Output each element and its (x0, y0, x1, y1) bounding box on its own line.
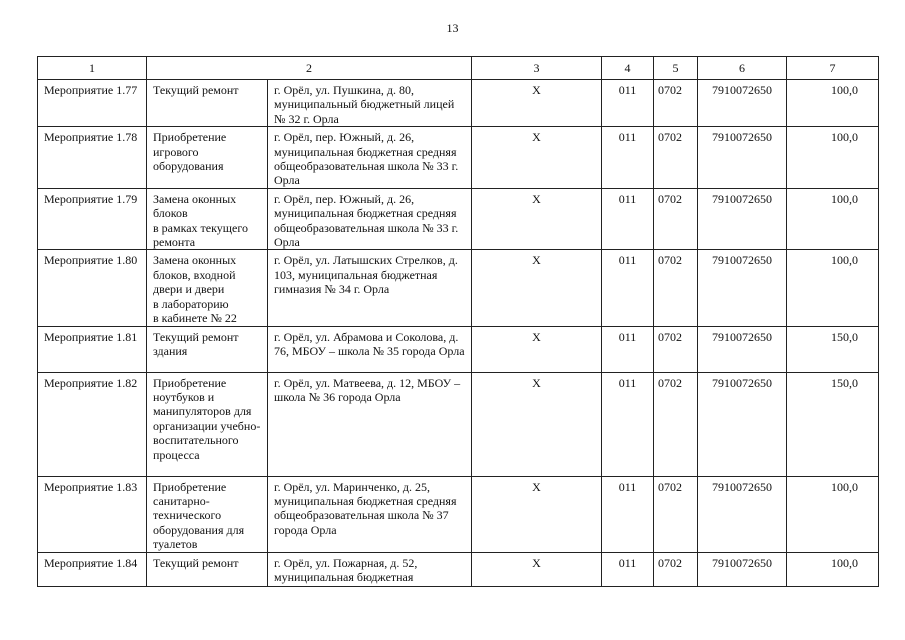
event-cell: Мероприятие 1.77 (38, 80, 147, 127)
code-6-cell: 7910072650 (698, 250, 787, 326)
mark-cell: Х (472, 250, 602, 326)
code-6-cell: 7910072650 (698, 188, 787, 250)
code-6-cell: 7910072650 (698, 476, 787, 552)
code-4-cell: 011 (602, 188, 654, 250)
page-number: 13 (446, 21, 459, 35)
code-6-cell: 7910072650 (698, 80, 787, 127)
code-6-cell: 7910072650 (698, 552, 787, 586)
table-row (38, 326, 879, 372)
code-5-cell: 0702 (654, 552, 698, 586)
code-4-cell: 011 (602, 476, 654, 552)
address-cell: г. Орёл, ул. Матвеева, д. 12, МБОУ – школа № 36 города Орла (268, 372, 472, 476)
amount-cell: 100,0 (787, 250, 879, 326)
event-cell: Мероприятие 1.78 (38, 127, 147, 189)
mark-cell: Х (472, 552, 602, 586)
code-6-cell: 7910072650 (698, 372, 787, 476)
amount-cell: 100,0 (787, 188, 879, 250)
event-cell: Мероприятие 1.84 (38, 552, 147, 586)
code-5-cell: 0702 (654, 476, 698, 552)
table-row (38, 552, 879, 586)
code-5-cell: 0702 (654, 250, 698, 326)
table-row (38, 80, 879, 127)
header-col-3: 3 (472, 57, 602, 80)
event-cell: Мероприятие 1.79 (38, 188, 147, 250)
header-col-6: 6 (698, 57, 787, 80)
code-4-cell: 011 (602, 250, 654, 326)
header-col-7: 7 (787, 57, 879, 80)
work-cell: Текущий ремонт здания (147, 326, 268, 372)
mark-cell: Х (472, 326, 602, 372)
address-cell: г. Орёл, ул. Маринченко, д. 25, муниципальная бюджетная средняя общеобразовательная школа № 37 города Орла (268, 476, 472, 552)
code-5-cell: 0702 (654, 188, 698, 250)
work-cell: Текущий ремонт (147, 552, 268, 586)
code-5-cell: 0702 (654, 80, 698, 127)
address-cell: г. Орёл, пер. Южный, д. 26, муниципальная бюджетная средняя общеобразовательная школа № 33 г. Орла (268, 188, 472, 250)
event-cell: Мероприятие 1.81 (38, 326, 147, 372)
event-cell: Мероприятие 1.82 (38, 372, 147, 476)
table-row (38, 127, 879, 189)
address-cell: г. Орёл, ул. Пушкина, д. 80, муниципальный бюджетный лицей № 32 г. Орла (268, 80, 472, 127)
amount-cell: 100,0 (787, 127, 879, 189)
table-row (38, 250, 879, 326)
code-6-cell: 7910072650 (698, 127, 787, 189)
header-col-5: 5 (654, 57, 698, 80)
table-row (38, 372, 879, 476)
header-col-2: 2 (147, 57, 472, 80)
mark-cell: Х (472, 188, 602, 250)
address-cell: г. Орёл, ул. Латышских Стрелков, д. 103, муниципальная бюджетная гимназия № 34 г. Орла (268, 250, 472, 326)
measures-table (37, 56, 879, 587)
event-cell: Мероприятие 1.83 (38, 476, 147, 552)
mark-cell: Х (472, 476, 602, 552)
code-4-cell: 011 (602, 552, 654, 586)
header-col-1: 1 (38, 57, 147, 80)
work-cell: Замена оконных блоков в рамках текущего ремонта (147, 188, 268, 250)
header-col-4: 4 (602, 57, 654, 80)
address-cell: г. Орёл, ул. Абрамова и Соколова, д. 76, МБОУ – школа № 35 города Орла (268, 326, 472, 372)
mark-cell: Х (472, 80, 602, 127)
work-cell: Текущий ремонт (147, 80, 268, 127)
mark-cell: Х (472, 372, 602, 476)
event-cell: Мероприятие 1.80 (38, 250, 147, 326)
work-cell: Приобретение санитарно-технического оборудования для туалетов (147, 476, 268, 552)
amount-cell: 100,0 (787, 476, 879, 552)
code-4-cell: 011 (602, 127, 654, 189)
address-cell: г. Орёл, ул. Пожарная, д. 52, муниципальная бюджетная (268, 552, 472, 586)
code-4-cell: 011 (602, 326, 654, 372)
code-4-cell: 011 (602, 372, 654, 476)
table-row (38, 188, 879, 250)
mark-cell: Х (472, 127, 602, 189)
header-row (38, 57, 879, 80)
code-4-cell: 011 (602, 80, 654, 127)
address-cell: г. Орёл, пер. Южный, д. 26, муниципальная бюджетная средняя общеобразовательная школа № 33 г. Орла (268, 127, 472, 189)
work-cell: Приобретение ноутбуков и манипуляторов для организации учебно-воспитательного процесса (147, 372, 268, 476)
code-5-cell: 0702 (654, 127, 698, 189)
amount-cell: 150,0 (787, 326, 879, 372)
amount-cell: 100,0 (787, 80, 879, 127)
table-row (38, 476, 879, 552)
code-5-cell: 0702 (654, 326, 698, 372)
amount-cell: 100,0 (787, 552, 879, 586)
amount-cell: 150,0 (787, 372, 879, 476)
work-cell: Замена оконных блоков, входной двери и двери в лабораторию в кабинете № 22 (147, 250, 268, 326)
code-6-cell: 7910072650 (698, 326, 787, 372)
code-5-cell: 0702 (654, 372, 698, 476)
work-cell: Приобретение игрового оборудования (147, 127, 268, 189)
